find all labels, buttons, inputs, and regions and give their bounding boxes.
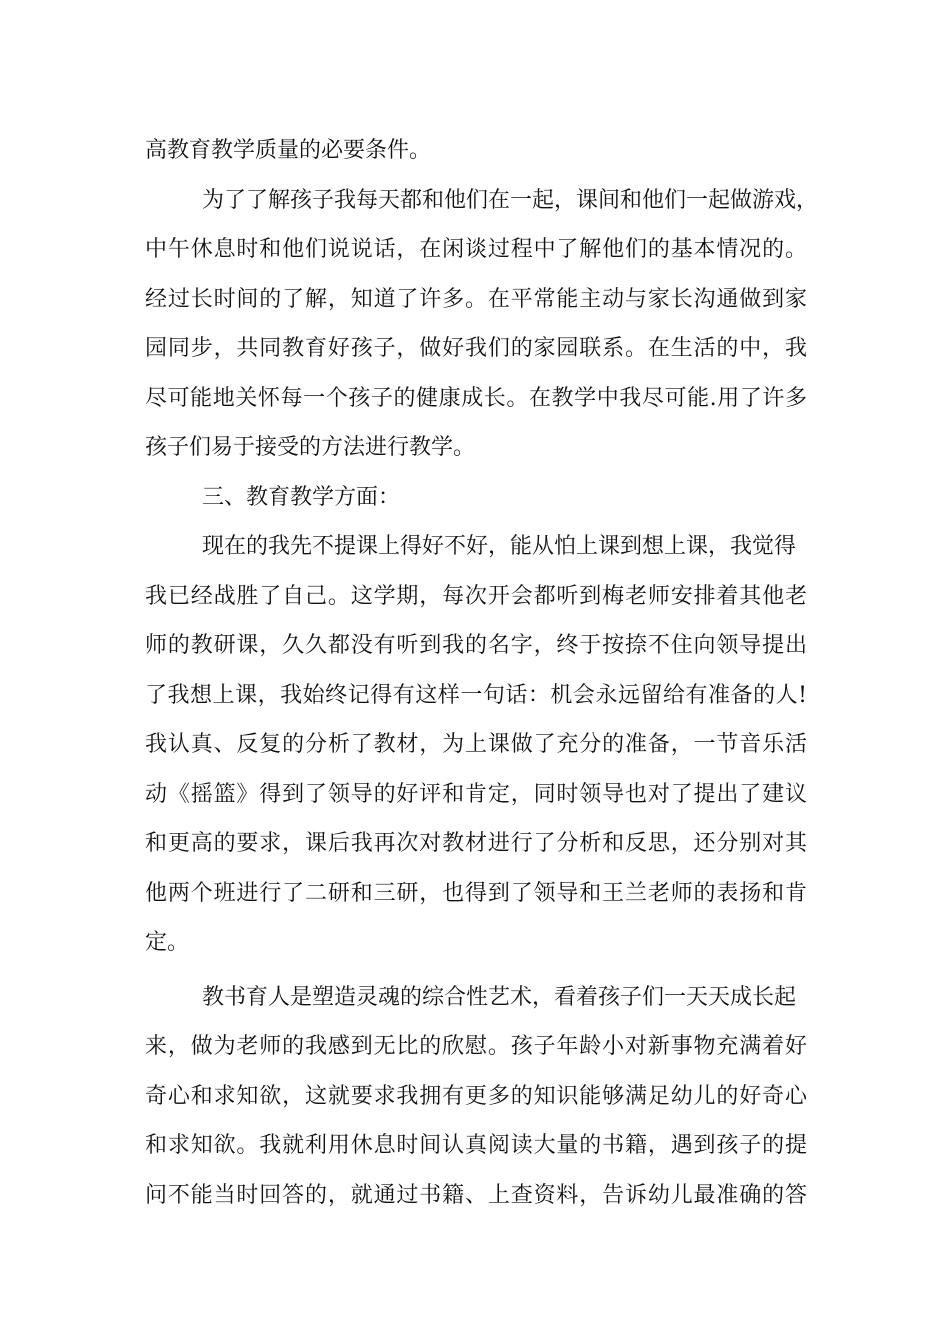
text-line: 定。 <box>145 930 190 955</box>
text-line: 他两个班进行了二研和三研，也得到了领导和王兰老师的表扬和肯 <box>145 880 807 906</box>
text-line: 我已经战胜了自己。这学期，每次开会都听到梅老师安排着其他老 <box>145 583 807 609</box>
text-line: 了我想上课，我始终记得有这样一句话：机会永远留给有准备的人! <box>145 682 807 708</box>
text-line: 奇心和求知欲，这就要求我拥有更多的知识能够满足幼儿的好奇心 <box>145 1083 807 1109</box>
paragraph-start-line: 为了了解孩子我每天都和他们在一起，课间和他们一起做游戏， <box>202 187 819 213</box>
paragraph-start-line: 教书育人是塑造灵魂的综合性艺术，看着孩子们一天天成长起 <box>202 984 797 1010</box>
text-line: 孩子们易于接受的方法进行教学。 <box>145 435 476 460</box>
text-line: 问不能当时回答的，就通过书籍、上查资料，告诉幼儿最准确的答 <box>145 1182 807 1208</box>
text-line: 高教育教学质量的必要条件。 <box>145 138 432 163</box>
text-line: 园同步，共同教育好孩子，做好我们的家园联系。在生活的中，我 <box>145 336 807 361</box>
text-line: 动《摇篮》得到了领导的好评和肯定，同时领导也对了提出了建议 <box>145 781 807 807</box>
text-line: 来，做为老师的我感到无比的欣慰。孩子年龄小对新事物充满着好 <box>145 1034 807 1059</box>
text-line: 师的教研课，久久都没有听到我的名字，终于按捺不住向领导提出 <box>145 633 807 658</box>
text-line: 和求知欲。我就利用休息时间认真阅读大量的书籍，遇到孩子的提 <box>145 1133 807 1158</box>
body-text <box>145 126 819 1220</box>
text-line: 和更高的要求，课后我再次对教材进行了分析和反思，还分别对其 <box>145 831 807 856</box>
paragraph-start-line: 现在的我先不提课上得好不好，能从怕上课到想上课，我觉得 <box>202 534 797 559</box>
section-heading: 三、教育教学方面： <box>202 484 401 510</box>
text-line: 中午休息时和他们说说话，在闲谈过程中了解他们的基本情况的。 <box>145 237 807 262</box>
text-line: 我认真、反复的分析了教材，为上课做了充分的准备，一节音乐活 <box>145 732 807 757</box>
text-line: 经过长时间的了解，知道了许多。在平常能主动与家长沟通做到家 <box>145 286 807 312</box>
text-line: 尽可能地关怀每一个孩子的健康成长。在教学中我尽可能.用了许多 <box>145 385 807 411</box>
